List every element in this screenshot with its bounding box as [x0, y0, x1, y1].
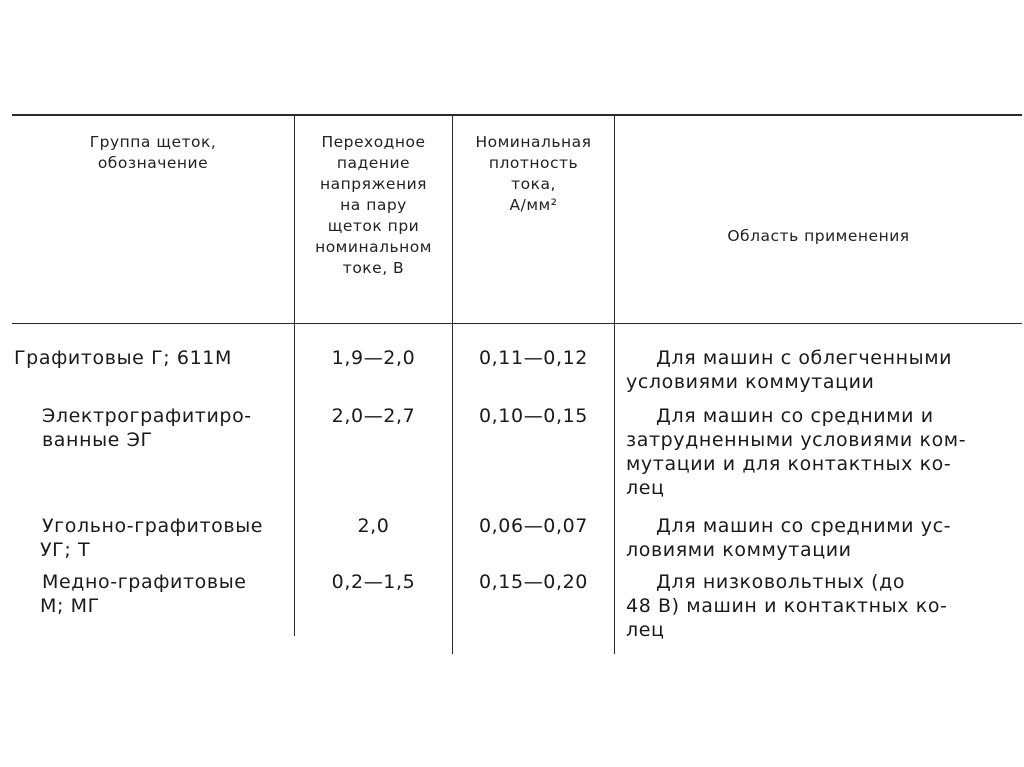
- table-row-4-current-density: 0,15—0,20: [478, 571, 588, 593]
- table-row-1-voltage-drop: 1,9—2,0: [331, 347, 416, 369]
- table-row-2-application: Для машин со средними и затрудненными условиями ком- мутации и для контактных ко- лец: [626, 405, 967, 499]
- table-row-4-group: Медно-графитовые М; МГ: [40, 571, 247, 617]
- table-row-4-voltage-drop: 0,2—1,5: [331, 571, 416, 593]
- table-row-3-voltage-drop: 2,0: [357, 515, 390, 537]
- table-row-3-current-density: 0,06—0,07: [478, 515, 588, 537]
- header-voltage-drop: Переходное падение напряжения на пару щеток при номинальном токе, В: [315, 133, 432, 277]
- table-row-1-application: Для машин с облегченными условиями коммутации: [626, 347, 953, 393]
- table-row-2-group: Электрографитиро- ванные ЭГ: [42, 405, 252, 451]
- table-row-4-application: Для низковольтных (до 48 В) машин и контактных ко- лец: [626, 571, 948, 641]
- header-current-density: Номинальная плотность тока, А/мм²: [475, 133, 592, 214]
- table-row-2-current-density: 0,10—0,15: [478, 405, 588, 427]
- table-row-2-voltage-drop: 2,0—2,7: [331, 405, 416, 427]
- table-row-1-current-density: 0,11—0,12: [478, 347, 588, 369]
- header-application: Область применения: [727, 227, 910, 245]
- table-row-1-group: Графитовые Г; 611М: [14, 347, 232, 369]
- header-group: Группа щеток, обозначение: [89, 133, 217, 172]
- table-row-3-group: Угольно-графитовые УГ; Т: [40, 515, 264, 561]
- table-row-3-application: Для машин со средними ус- ловиями коммутации: [626, 515, 952, 561]
- header-bottom-rule: [12, 323, 1022, 324]
- column-divider-3: [614, 116, 615, 654]
- brush-table: [12, 114, 1022, 654]
- table-top-rule: [12, 114, 1022, 116]
